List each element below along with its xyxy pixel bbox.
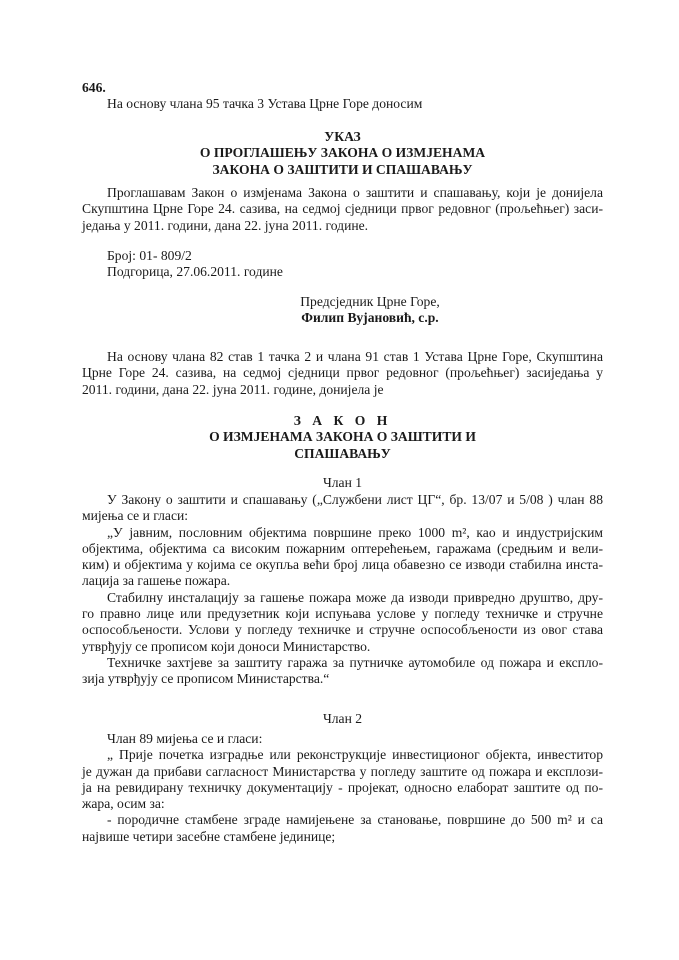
article-2-body: Члан 89 мијења се и гласи: „ Прије почетка изградње или реконструкције инвестиционог објекта, инвеститор је дужан да прибави сагласност Министарства у погледу заштите од пожара и експлози- ја на ревидирану техничку документацију - пројекат, односно елаборат заштите од по- жара, осим за: - породичне стамбене зграде намијењене за становање, површине до 500 m² и са највише четири засебне стамбене јединице;: [82, 731, 603, 844]
signature-block: Предсједник Црне Горе, Филип Вујановић, с.р.: [300, 294, 440, 326]
decree-intro: На основу члана 95 тачка 3 Устава Црне Горе доносим: [107, 96, 423, 111]
article-2-heading: Члан 2: [322, 711, 363, 726]
law-title: З А К О Н О ИЗМЈЕНАМА ЗАКОНА О ЗАШТИТИ И СПАШАВАЊУ: [209, 413, 476, 461]
decree-reference: Број: 01- 809/2 Подгорица, 27.06.2011. године: [107, 248, 283, 280]
article-1-heading: Члан 1: [322, 475, 363, 490]
article-1-body: У Закону о заштити и спашавању („Службени лист ЦГ“, бр. 13/07 и 5/08 ) члан 88 мијења се и гласи: „У јавним, пословним објектима површине преко 1000 m², као и индустријским објектима, објектима са високим пожарним оптерећењем, гаражама (средњим и вели- ким) и објектима у којима се окупља већи број лица обавезно се изводи стабилна инста- лација за гашење пожара. Стабилну инсталацију за гашење пожара може да изводи привредно друштво, дру- го правно лице или предузетник који испуњава услове у погледу техничке и стручне оспособљености. Услови у погледу техничке и стручне оспособљености из овог става утврђују се прописом који доноси Министарство. Техничке захтјеве за заштиту гаража за путничке аутомобиле од пожара и експло- зија утврђују се прописом Министарства.“: [82, 492, 603, 687]
decree-title: УКАЗ О ПРОГЛАШЕЊУ ЗАКОНА О ИЗМЈЕНАМА ЗАКОНА О ЗАШТИТИ И СПАШАВАЊУ: [199, 129, 486, 177]
gazette-entry-number: 646.: [82, 80, 106, 95]
law-preamble: На основу члана 82 став 1 тачка 2 и члана 91 став 1 Устава Црне Горе, Скупштина Црне Горе 24. сазива, на седмој сједници првог редовног (прољећњег) засиједања у 2011. години, дана 22. јуна 2011. године, донијела је: [82, 349, 603, 397]
decree-body: Проглашавам Закон о измјенама Закона о заштити и спашавању, који је донијела Скупштина Црне Горе 24. сазива, на седмој сједници првог редовног (прољећњег) заси- једања у 2011. години, дана 22. јуна 2011. године.: [82, 185, 603, 233]
